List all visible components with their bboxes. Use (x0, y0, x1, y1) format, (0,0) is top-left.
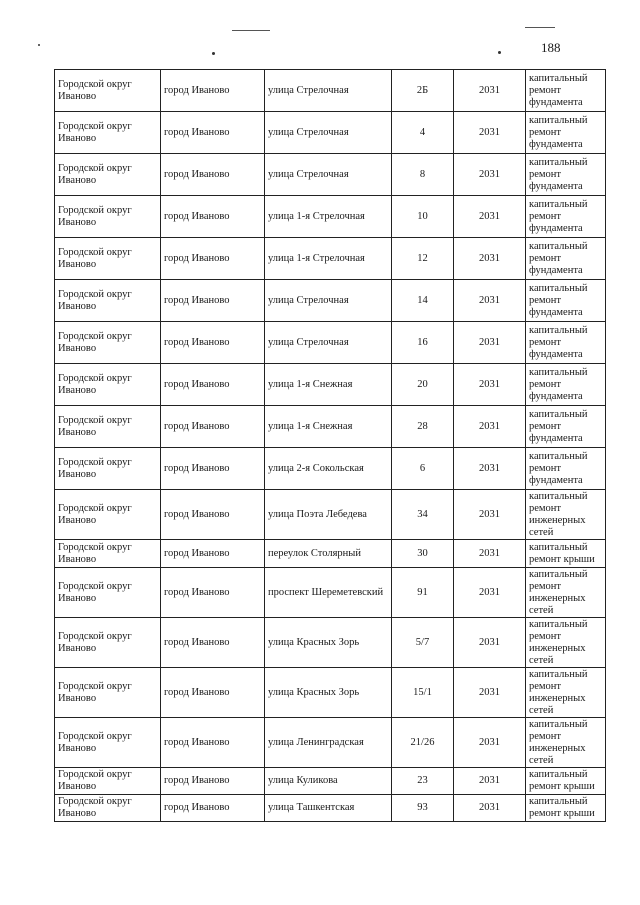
work-type-cell: капитальный ремонт крыши (526, 540, 606, 568)
house-number-cell: 10 (392, 196, 454, 238)
work-type-cell: капитальный ремонт крыши (526, 768, 606, 795)
house-number-cell: 16 (392, 322, 454, 364)
city-cell: город Иваново (161, 795, 265, 822)
house-number-cell: 6 (392, 448, 454, 490)
work-type-cell: капитальный ремонт фундамента (526, 112, 606, 154)
year-cell: 2031 (454, 568, 526, 618)
municipality-cell: Городской округ Иваново (55, 238, 161, 280)
scan-mark-top-left (232, 30, 270, 31)
municipality-cell: Городской округ Иваново (55, 448, 161, 490)
work-type-cell: капитальный ремонт фундамента (526, 238, 606, 280)
house-number-cell: 14 (392, 280, 454, 322)
table-row (55, 322, 606, 364)
work-type-cell: капитальный ремонт фундамента (526, 406, 606, 448)
table-row (55, 568, 606, 618)
street-cell: улица Стрелочная (265, 280, 392, 322)
municipality-cell: Городской округ Иваново (55, 70, 161, 112)
city-cell: город Иваново (161, 112, 265, 154)
city-cell: город Иваново (161, 448, 265, 490)
house-number-cell: 93 (392, 795, 454, 822)
work-type-cell: капитальный ремонт крыши (526, 795, 606, 822)
work-type-cell: капитальный ремонт инженерных сетей (526, 718, 606, 768)
table-row (55, 618, 606, 668)
city-cell: город Иваново (161, 322, 265, 364)
table-row (55, 364, 606, 406)
street-cell: улица Поэта Лебедева (265, 490, 392, 540)
municipality-cell: Городской округ Иваново (55, 406, 161, 448)
table-row (55, 154, 606, 196)
municipality-cell: Городской округ Иваново (55, 322, 161, 364)
city-cell: город Иваново (161, 406, 265, 448)
table-row (55, 280, 606, 322)
street-cell: проспект Шереметевский (265, 568, 392, 618)
work-type-cell: капитальный ремонт инженерных сетей (526, 490, 606, 540)
street-cell: улица Красных Зорь (265, 668, 392, 718)
year-cell: 2031 (454, 768, 526, 795)
city-cell: город Иваново (161, 154, 265, 196)
work-type-cell: капитальный ремонт фундамента (526, 280, 606, 322)
street-cell: улица 1-я Стрелочная (265, 238, 392, 280)
municipality-cell: Городской округ Иваново (55, 718, 161, 768)
city-cell: город Иваново (161, 668, 265, 718)
work-type-cell: капитальный ремонт фундамента (526, 364, 606, 406)
municipality-cell: Городской округ Иваново (55, 196, 161, 238)
repair-schedule-table (54, 69, 606, 822)
work-type-cell: капитальный ремонт фундамента (526, 154, 606, 196)
house-number-cell: 2Б (392, 70, 454, 112)
year-cell: 2031 (454, 795, 526, 822)
year-cell: 2031 (454, 718, 526, 768)
year-cell: 2031 (454, 112, 526, 154)
city-cell: город Иваново (161, 768, 265, 795)
work-type-cell: капитальный ремонт инженерных сетей (526, 668, 606, 718)
work-type-cell: капитальный ремонт фундамента (526, 448, 606, 490)
work-type-cell: капитальный ремонт фундамента (526, 196, 606, 238)
city-cell: город Иваново (161, 568, 265, 618)
year-cell: 2031 (454, 238, 526, 280)
street-cell: улица Стрелочная (265, 70, 392, 112)
year-cell: 2031 (454, 196, 526, 238)
table-row (55, 238, 606, 280)
street-cell: переулок Столярный (265, 540, 392, 568)
year-cell: 2031 (454, 364, 526, 406)
city-cell: город Иваново (161, 280, 265, 322)
street-cell: улица Красных Зорь (265, 618, 392, 668)
street-cell: улица Куликова (265, 768, 392, 795)
scan-mark-top-right (525, 27, 555, 28)
house-number-cell: 5/7 (392, 618, 454, 668)
year-cell: 2031 (454, 448, 526, 490)
scan-dot (38, 44, 40, 46)
table-row (55, 768, 606, 795)
table-row (55, 540, 606, 568)
scan-dot (498, 51, 501, 54)
municipality-cell: Городской округ Иваново (55, 490, 161, 540)
municipality-cell: Городской округ Иваново (55, 768, 161, 795)
house-number-cell: 12 (392, 238, 454, 280)
table-row (55, 448, 606, 490)
house-number-cell: 8 (392, 154, 454, 196)
work-type-cell: капитальный ремонт инженерных сетей (526, 618, 606, 668)
city-cell: город Иваново (161, 238, 265, 280)
municipality-cell: Городской округ Иваново (55, 668, 161, 718)
house-number-cell: 28 (392, 406, 454, 448)
table-row (55, 70, 606, 112)
year-cell: 2031 (454, 406, 526, 448)
year-cell: 2031 (454, 540, 526, 568)
year-cell: 2031 (454, 322, 526, 364)
municipality-cell: Городской округ Иваново (55, 540, 161, 568)
municipality-cell: Городской округ Иваново (55, 112, 161, 154)
page-number: 188 (541, 40, 561, 55)
year-cell: 2031 (454, 280, 526, 322)
work-type-cell: капитальный ремонт фундамента (526, 70, 606, 112)
street-cell: улица 2-я Сокольская (265, 448, 392, 490)
house-number-cell: 34 (392, 490, 454, 540)
city-cell: город Иваново (161, 718, 265, 768)
city-cell: город Иваново (161, 196, 265, 238)
street-cell: улица 1-я Снежная (265, 364, 392, 406)
year-cell: 2031 (454, 618, 526, 668)
house-number-cell: 30 (392, 540, 454, 568)
municipality-cell: Городской округ Иваново (55, 618, 161, 668)
work-type-cell: капитальный ремонт инженерных сетей (526, 568, 606, 618)
municipality-cell: Городской округ Иваново (55, 154, 161, 196)
city-cell: город Иваново (161, 490, 265, 540)
municipality-cell: Городской округ Иваново (55, 280, 161, 322)
table-row (55, 196, 606, 238)
house-number-cell: 21/26 (392, 718, 454, 768)
city-cell: город Иваново (161, 364, 265, 406)
house-number-cell: 15/1 (392, 668, 454, 718)
year-cell: 2031 (454, 70, 526, 112)
year-cell: 2031 (454, 668, 526, 718)
street-cell: улица 1-я Стрелочная (265, 196, 392, 238)
city-cell: город Иваново (161, 70, 265, 112)
table-row (55, 406, 606, 448)
table-row (55, 795, 606, 822)
street-cell: улица Стрелочная (265, 322, 392, 364)
street-cell: улица Ленинградская (265, 718, 392, 768)
street-cell: улица 1-я Снежная (265, 406, 392, 448)
house-number-cell: 91 (392, 568, 454, 618)
year-cell: 2031 (454, 490, 526, 540)
scan-dot (212, 52, 215, 55)
table-body (55, 70, 606, 822)
municipality-cell: Городской округ Иваново (55, 568, 161, 618)
city-cell: город Иваново (161, 618, 265, 668)
table-row (55, 718, 606, 768)
house-number-cell: 23 (392, 768, 454, 795)
street-cell: улица Ташкентская (265, 795, 392, 822)
table-row (55, 668, 606, 718)
street-cell: улица Стрелочная (265, 112, 392, 154)
table-row (55, 112, 606, 154)
municipality-cell: Городской округ Иваново (55, 795, 161, 822)
street-cell: улица Стрелочная (265, 154, 392, 196)
house-number-cell: 20 (392, 364, 454, 406)
house-number-cell: 4 (392, 112, 454, 154)
table-row (55, 490, 606, 540)
year-cell: 2031 (454, 154, 526, 196)
municipality-cell: Городской округ Иваново (55, 364, 161, 406)
city-cell: город Иваново (161, 540, 265, 568)
work-type-cell: капитальный ремонт фундамента (526, 322, 606, 364)
